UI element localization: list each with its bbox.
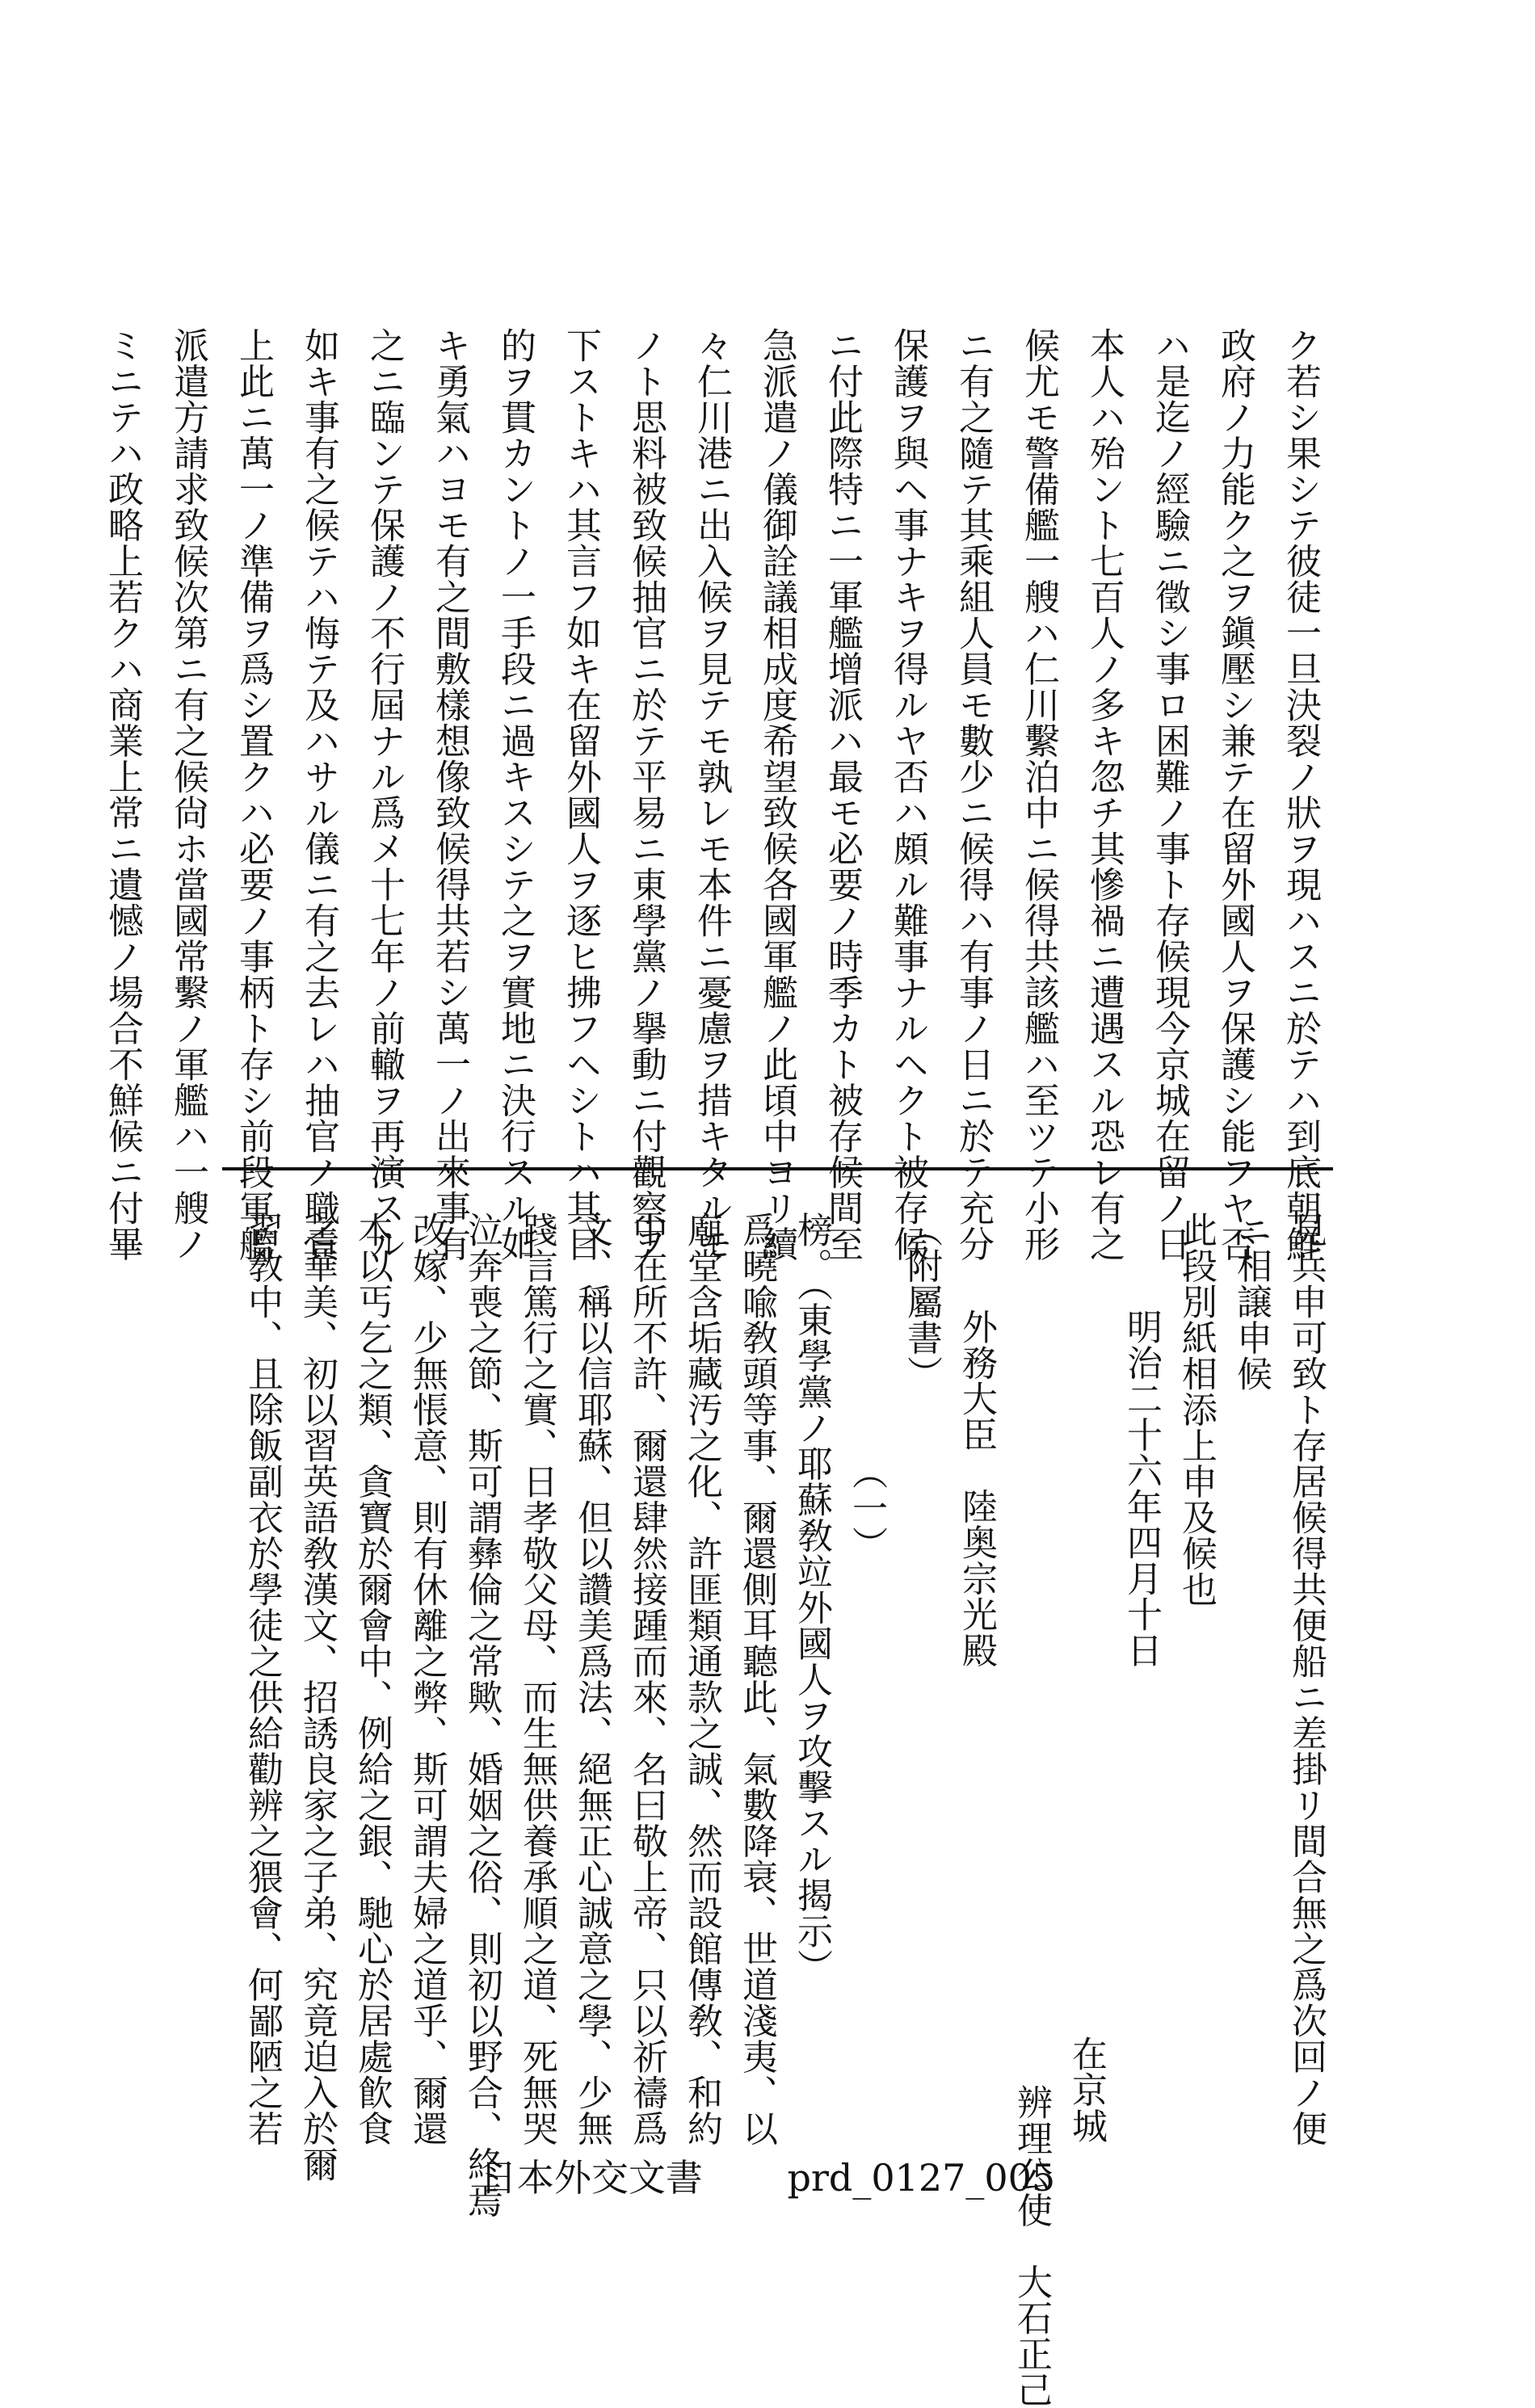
attachment-heading: （附屬書） <box>901 1212 942 1392</box>
text-column: ニ付此際特ニ一軍艦增派ハ最モ必要ノ時季カト被存候間至 <box>822 327 863 1262</box>
text-column: 候尤モ警備艦一艘ハ仁川繫泊中ニ候得共該艦ハ至ツテ小形 <box>1018 327 1059 1262</box>
collection-title: 日本外交文書 <box>479 2156 703 2200</box>
text-column: 下ストキハ其言フ如キ在留外國人ヲ逐ヒ拂フヘシトハ其目 <box>560 327 601 1262</box>
text-column: 文、稱以信耶蘇、但以讚美爲法、絕無正心誠意之學、少無 <box>571 1212 612 2146</box>
text-column: ノト思料被致候抽官ニ於テ平易ニ東學黨ノ擧動ニ付觀察ヲ <box>625 327 667 1262</box>
text-column: 派遣方請求致候次第ニ有之候尙ホ當國常繫ノ軍艦ハ一艘ノ <box>167 327 208 1262</box>
text-column: 踐言篤行之實、日孝敬父母、而生無供養承順之道、死無哭 <box>516 1212 557 2146</box>
date-column: 明治二十六年四月十日 <box>1121 1309 1162 1668</box>
text-column: 々仁川港ニ出入候ヲ見テモ孰レモ本件ニ憂慮ヲ措キタルモ <box>691 327 732 1262</box>
text-column: 上此ニ萬一ノ準備ヲ爲シ置クハ必要ノ事柄ト存シ前段軍艦 <box>233 327 274 1262</box>
text-column: 中在所不許、爾還肆然接踵而來、名曰敬上帝、只以祈禱爲 <box>626 1212 667 2146</box>
text-column: 爲曉喩敎頭等事、爾還側耳聽此、氣數降衰、世道淺夷、以 <box>736 1212 777 2146</box>
text-column: 此段別紙相添上申及候也 <box>1175 1212 1217 1607</box>
sender-signature: 辨理公使 大石正己 <box>1011 2084 1052 2408</box>
text-column: 保護ヲ與ヘ事ナキヲ得ルヤ否ハ頗ル難事ナルヘクト被存候 <box>887 327 928 1262</box>
text-column: ニ有之隨テ其乘組人員モ數少ニ候得ハ有事ノ日ニ於テ充分 <box>953 327 994 1262</box>
location-column: 在京城 <box>1066 2036 1107 2144</box>
recipient-column: 外務大臣 陸奥宗光殿 <box>956 1309 997 1668</box>
text-column: ミニテハ政略上若クハ商業上常ニ遺憾ノ場合不鮮候ニ付畢 <box>102 327 143 1262</box>
upper-text-block <box>81 327 1333 1262</box>
text-column: 習敎中、且除飯副衣於學徒之供給勸辨之猥會、何鄙陋之若 <box>242 1212 283 2146</box>
text-column: 之ニ臨ンテ保護ノ不行屆ナル爲メ十七年ノ前轍ヲ再演スル <box>364 327 405 1262</box>
text-column: 本人ハ殆ント七百人ノ多キ忽チ其慘禍ニ遭遇スル恐レ有之 <box>1083 327 1125 1262</box>
text-column: ク若シ果シテ彼徒一旦決裂ノ狀ヲ現ハスニ於テハ到底朝鮮 <box>1280 327 1321 1262</box>
text-column: ハ是迄ノ經驗ニ徵シ事ロ困難ノ事ト存候現今京城在留ノ日 <box>1149 327 1190 1262</box>
page-footer <box>0 2149 1535 2202</box>
text-column: 本以丐乞之類、貪寶於爾會中、例給之銀、馳心於居處飮食 <box>351 1212 393 2146</box>
text-column: キ勇氣ハヨモ有之間敷樣想像致候得共若シ萬一ノ出來事有 <box>429 327 470 1262</box>
document-id: prd_0127_005 <box>787 2156 1056 2200</box>
text-column: 急派遣ノ儀御詮議相成度希望致候各國軍艦ノ此頃中ヨリ續 <box>756 327 797 1262</box>
text-column: 見兵申可致ト存居候得共便船ニ差掛リ間合無之爲次回ノ便 <box>1285 1212 1327 2146</box>
text-column: 的ヲ貫カントノ一手段ニ過キスシテ之ヲ實地ニ決行スル如 <box>494 327 536 1262</box>
text-column: 榜。（東學黨ノ耶蘇敎竝外國人ヲ攻擊スル揭示） <box>791 1212 832 1985</box>
text-column: 泣奔喪之節、斯可謂彝倫之常歟、婚姻之俗、則初以野合、終焉 <box>461 1212 503 2218</box>
text-column: ニ相譲申候 <box>1230 1212 1272 1392</box>
text-column: （一） <box>846 1454 887 1562</box>
text-column: 改嫁、少無悵意、則有休離之弊、斯可謂夫婦之道乎、爾還 <box>406 1212 448 2146</box>
divider-line <box>222 1167 1333 1170</box>
text-column: 政府ノ力能ク之ヲ鎭壓シ兼テ在留外國人ヲ保護シ能フヤ否 <box>1214 327 1255 1262</box>
text-column: 如キ事有之候テハ悔テ及ハサル儀ニ有之去レハ抽官ノ職責 <box>298 327 339 1262</box>
text-column: 廟堂含垢藏汚之化、許匪類通款之誠、然而設館傳敎、和約 <box>681 1212 722 2146</box>
text-column: 之華美、初以習英語敎漢文、招誘良家之子弟、究竟迫入於爾 <box>296 1212 338 2183</box>
